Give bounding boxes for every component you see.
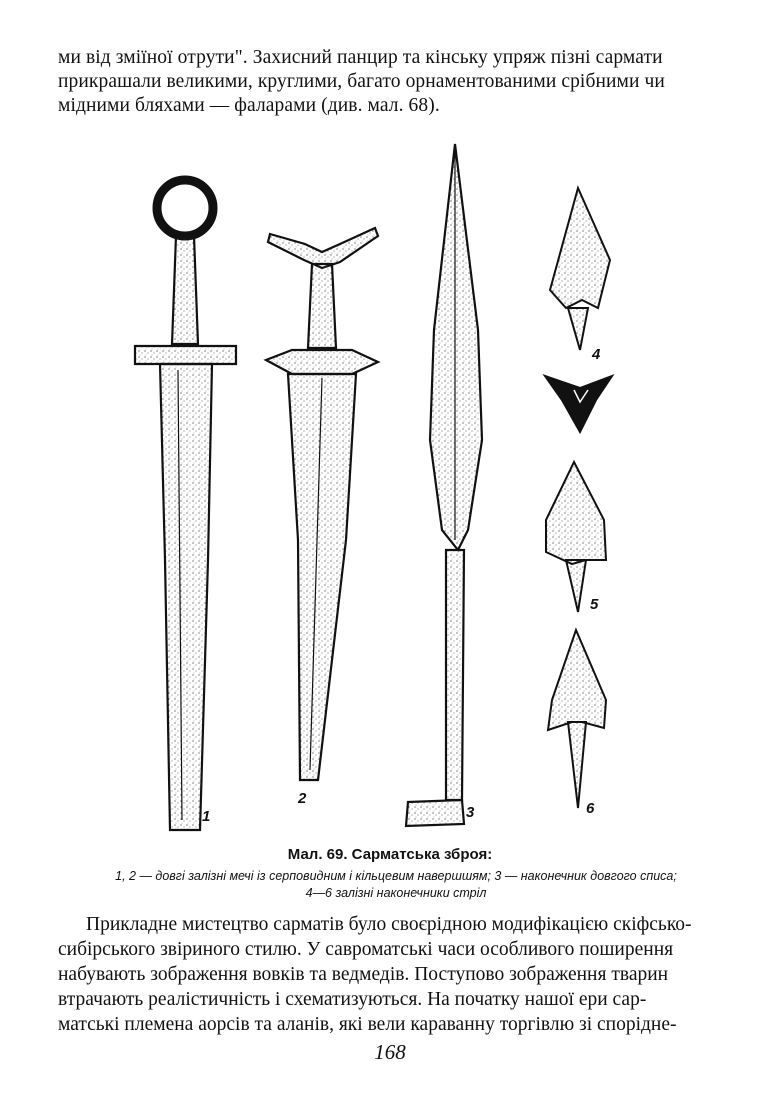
text-line: матські племена аорсів та аланів, які вели караванну торгівлю зі спорідне- bbox=[58, 1014, 677, 1035]
figure-label-1: 1 bbox=[202, 808, 211, 825]
text-line: прикрашали великими, круглими, багато орнаментованими срібними чи bbox=[58, 71, 665, 92]
page-number: 168 bbox=[374, 1040, 406, 1064]
text-line: набувають зображення вовків та ведмедів. Поступово зображення тварин bbox=[58, 964, 669, 985]
sword-crescent-pommel-drawing bbox=[266, 228, 378, 780]
text-line: ми від зміїної отрути". Захисний панцир та кінську упряж пізні сармати bbox=[58, 47, 663, 68]
figure-label-2: 2 bbox=[298, 790, 307, 807]
weapons-figure bbox=[0, 140, 780, 840]
figure-label-6: 6 bbox=[586, 800, 595, 817]
arrowhead-5-drawing bbox=[546, 462, 606, 612]
figure-caption-title: Мал. 69. Сарматська зброя: bbox=[287, 846, 493, 863]
figure-label-3: 3 bbox=[466, 804, 475, 821]
figure-caption-body bbox=[58, 868, 734, 902]
text-line: мідними бляхами — фаларами (див. мал. 68). bbox=[58, 95, 440, 116]
caption-line: 1, 2 — довгі залізні мечі із серповидним і кільцевим навершшям; 3 — наконечник довгого списа; bbox=[115, 869, 677, 883]
text-line: Прикладне мистецтво сарматів було своєрідною модифікацією скіфсько- bbox=[86, 914, 692, 935]
figure-label-5: 5 bbox=[590, 596, 599, 613]
text-line: сибірського звіриного стилю. У савроматські часи особливого поширення bbox=[58, 939, 674, 960]
arrowhead-6-drawing bbox=[548, 630, 606, 808]
body-paragraph bbox=[58, 912, 728, 1037]
spearhead-drawing bbox=[406, 144, 482, 826]
top-paragraph bbox=[58, 46, 728, 118]
arrowhead-4-drawing bbox=[545, 188, 612, 432]
sword-ring-pommel-drawing bbox=[135, 180, 236, 830]
text-line: втрачають реалістичність і схематизуються. На початку нашої ери сар- bbox=[58, 989, 647, 1010]
figure-label-4: 4 bbox=[592, 346, 601, 363]
caption-line: 4—6 залізні наконечники стріл bbox=[305, 886, 487, 900]
